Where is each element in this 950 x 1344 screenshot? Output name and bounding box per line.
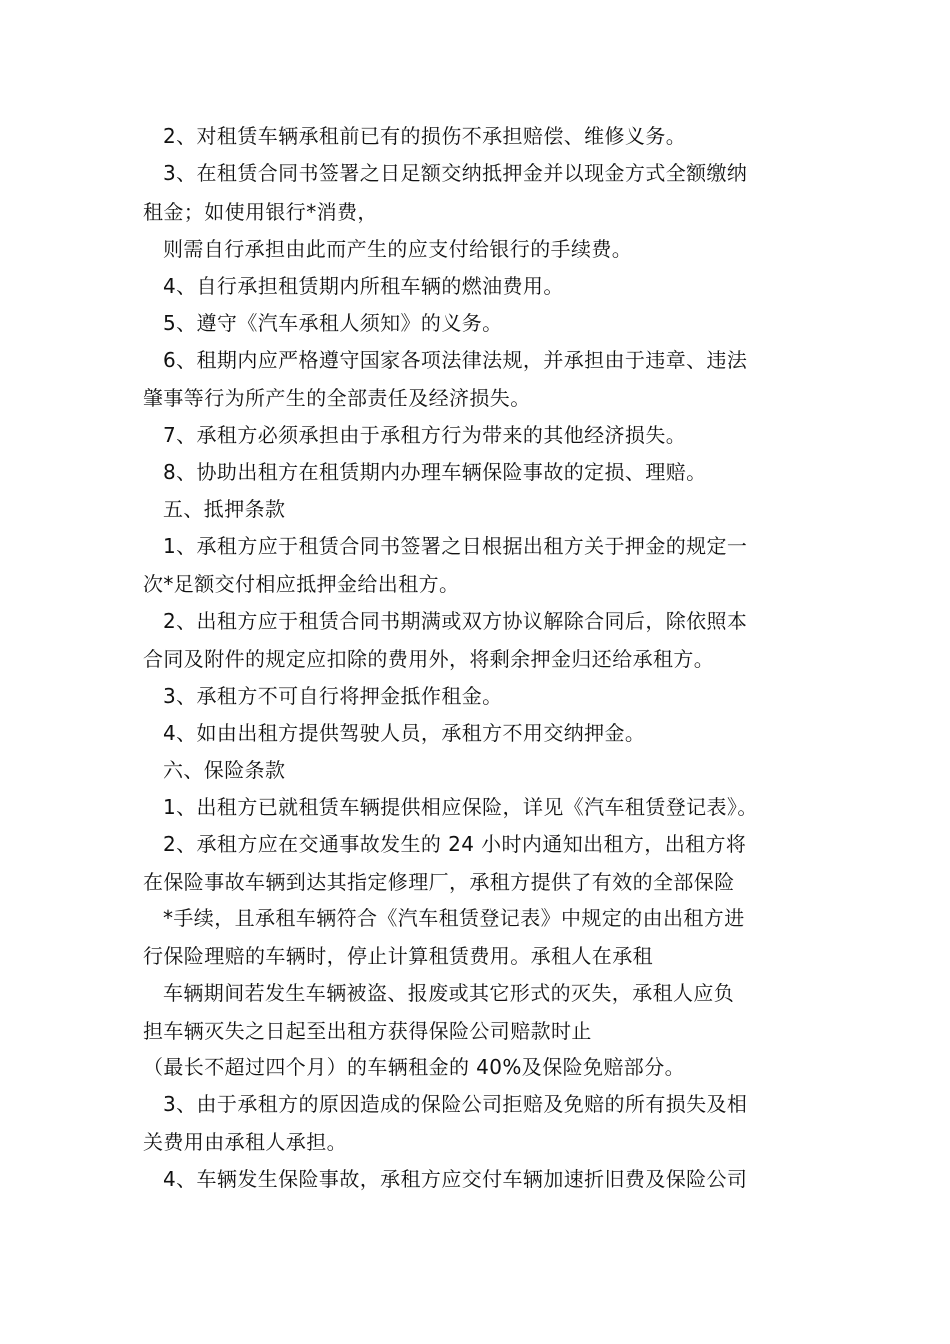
paragraph-line: 肇事等行为所产生的全部责任及经济损失。	[143, 386, 531, 410]
paragraph-line: 4、车辆发生保险事故，承租方应交付车辆加速折旧费及保险公司	[163, 1167, 748, 1191]
paragraph-line: 关费用由承租人承担。	[143, 1130, 347, 1154]
paragraph-line: 担车辆灭失之日起至出租方获得保险公司赔款时止	[143, 1019, 592, 1043]
paragraph-line: 5、遵守《汽车承租人须知》的义务。	[163, 311, 503, 335]
paragraph-line: 4、如由出租方提供驾驶人员，承租方不用交纳押金。	[163, 721, 646, 745]
paragraph-line: 4、自行承担租赁期内所租车辆的燃油费用。	[163, 274, 564, 298]
paragraph-line: 在保险事故车辆到达其指定修理厂，承租方提供了有效的全部保险	[143, 870, 735, 894]
section-heading: 六、保险条款	[163, 758, 286, 782]
paragraph-line: 则需自行承担由此而产生的应支付给银行的手续费。	[163, 237, 633, 261]
paragraph-line: 1、出租方已就租赁车辆提供相应保险，详见《汽车租赁登记表》。	[163, 795, 758, 819]
paragraph-line: 行保险理赔的车辆时，停止计算租赁费用。承租人在承租	[143, 944, 653, 968]
paragraph-line: （最长不超过四个月）的车辆租金的 40%及保险免赔部分。	[143, 1055, 686, 1079]
paragraph-line: 1、承租方应于租赁合同书签署之日根据出租方关于押金的规定一	[163, 534, 748, 558]
paragraph-line: 2、对租赁车辆承租前已有的损伤不承担赔偿、维修义务。	[163, 124, 687, 148]
paragraph-line: 合同及附件的规定应扣除的费用外，将剩余押金归还给承租方。	[143, 647, 715, 671]
paragraph-line: 车辆期间若发生车辆被盗、报废或其它形式的灭失，承租人应负	[163, 981, 735, 1005]
paragraph-line: 3、在租赁合同书签署之日足额交纳抵押金并以现金方式全额缴纳	[163, 161, 748, 185]
paragraph-line: 2、承租方应在交通事故发生的 24 小时内通知出租方，出租方将	[163, 832, 747, 856]
paragraph-line: 6、租期内应严格遵守国家各项法律法规，并承担由于违章、违法	[163, 348, 748, 372]
section-heading: 五、抵押条款	[163, 497, 286, 521]
paragraph-line: 3、承租方不可自行将押金抵作租金。	[163, 684, 503, 708]
paragraph-line: 3、由于承租方的原因造成的保险公司拒赔及免赔的所有损失及相	[163, 1092, 748, 1116]
paragraph-line: *手续，且承租车辆符合《汽车租赁登记表》中规定的由出租方进	[163, 906, 745, 930]
paragraph-line: 8、协助出租方在租赁期内办理车辆保险事故的定损、理赔。	[163, 460, 707, 484]
paragraph-line: 次*足额交付相应抵押金给出租方。	[143, 572, 460, 596]
paragraph-line: 2、出租方应于租赁合同书期满或双方协议解除合同后，除依照本	[163, 609, 748, 633]
paragraph-line: 租金；如使用银行*消费，	[143, 200, 378, 224]
paragraph-line: 7、承租方必须承担由于承租方行为带来的其他经济损失。	[163, 423, 687, 447]
